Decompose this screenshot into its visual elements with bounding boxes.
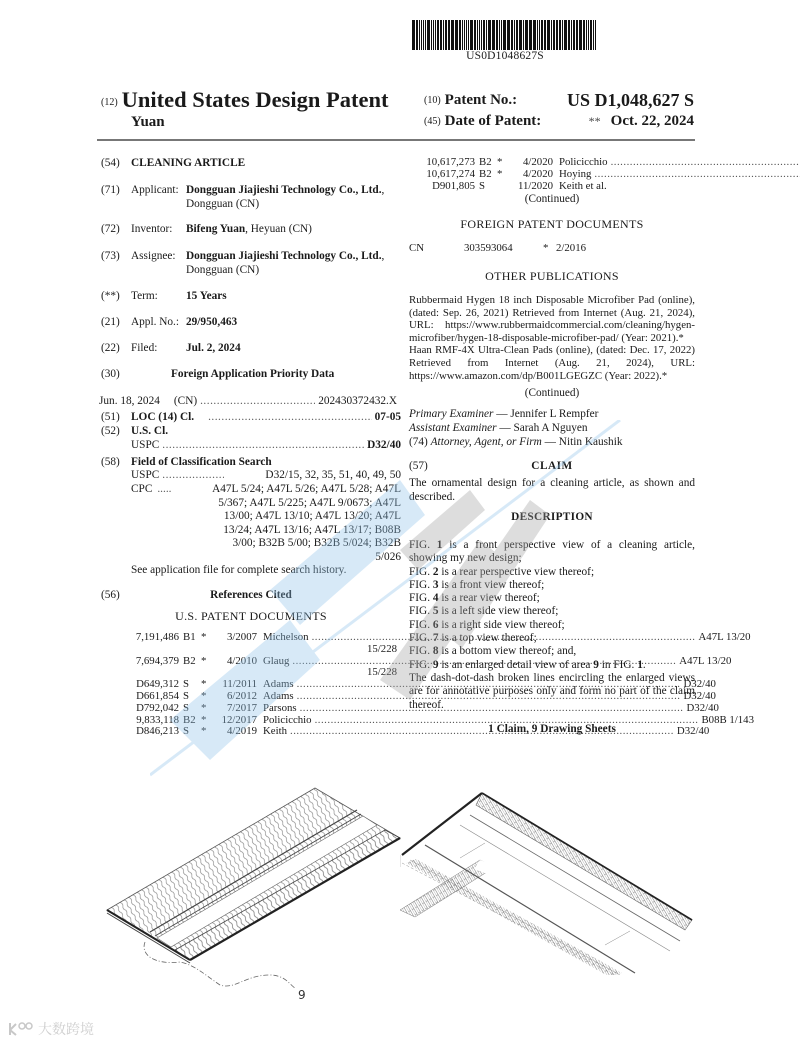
barcode-bar: [477, 20, 478, 50]
us-references-continued: [409, 157, 695, 192]
reference-number: 7,191,486: [135, 631, 179, 643]
reference-date: 7/2017: [227, 701, 257, 714]
barcode-bar: [435, 20, 436, 50]
barcode-number: US0D1048627S: [466, 50, 544, 62]
cited-by-examiner-marker: *: [201, 678, 207, 691]
reference-number: 10,617,273: [426, 156, 475, 168]
cited-by-examiner-marker: *: [201, 701, 207, 714]
reference-class: D32/40: [676, 725, 710, 738]
reference-class: D32/40: [686, 701, 719, 714]
barcode-bar: [556, 20, 558, 50]
barcode-bar: [499, 20, 500, 50]
barcode-bar: [474, 20, 476, 50]
continued-link-1[interactable]: (Continued): [524, 193, 580, 205]
barcode-bar: [481, 20, 482, 50]
barcode-bar: [419, 20, 420, 50]
barcode-bar: [455, 20, 458, 50]
description-heading: DESCRIPTION: [511, 511, 593, 523]
publication-entry: Rubbermaid Hygen 18 inch Disposable Microfiber Pad (online), (dated: Sep. 26, 2021) Retrieved from Internet (Aug. 21, 2024), URL: https://www.rubbermaidcommercial.com/cleaning/hygen-microfiber/hygen-18-disposable-microfiber-pad/ (Year: 2021).*: [409, 294, 695, 344]
watermark-logo-icon: [8, 1021, 34, 1037]
application-number: 29/950,463: [186, 316, 238, 328]
reference-date: 4/2020: [523, 167, 553, 180]
claim-heading: CLAIM: [531, 460, 573, 472]
reference-number: D846,213: [136, 725, 179, 738]
uspc-class: D32/40: [367, 439, 401, 451]
barcode-bar: [448, 20, 450, 50]
reference-number: 10,617,274: [426, 167, 475, 180]
patent-date-label: Date of Patent:: [444, 113, 542, 129]
figure-description: FIG. 7 is a top view thereof;: [409, 632, 537, 645]
barcode-bar: [479, 20, 480, 50]
reference-kind: B2: [183, 654, 196, 667]
references-claim-column: 10,617,273 B2 * 4/2020 Policicchio ..... 10,617,274 B2 * 4/2020 Hoying ..... D901,805 S 11/2020 Keith et al. (Continued) FOREIGN PATENT DOCUMENTS CN 303593064 * 2/2016 OTHER PUBLICATIONS Rubbermaid Hygen 18 inch Disposable Microfiber Pad (online), (dated: Sep. 26, 2021) Retrieved from Internet (Aug. 21, 2024), URL: https://www.rubbermaidcommercial.com/cleaning/hygen-microfiber/hygen-18-disposable-microfiber-pad/ (Year: 2021).* Haan RMF-4X Ultra-Clean Pads (online), (dated: Dec. 17, 2022) Retrieved from Internet (Aug. 21, 2024), URL: https://www.amazon.com/dp/B001LGEGZC (Year: 2022).* (Continued) Primary Examiner — Jennifer L Rempfer Assistant Examiner — Sarah A Nguyen (74) Attorney, Agent, or Firm — Nitin Kaushik (57) CLAIM The ornamental design for a cleaning article, as shown and described. DESCRIPTION FIG. 1 is a front perspective view of a cleaning article, showing my new design; FIG. 2 is a rear perspective view thereof; FIG. 3 is a front view thereof; FIG. 4 is a rear view thereof; FIG. 5 is a left side view thereof; FIG. 6 is a right side view thereof; FIG. 7 is a top view thereof; FIG. 8 is a bottom view thereof; and, FIG. 9 is an enlarged detail view of area 9 in FIG. 1. The dash-dot-dash broken lines encircling the enlarged views are for annotative purposes only and form no part of the claim thereof. 1 Claim, 9 Drawing Sheets: [409, 157, 695, 757]
barcode-bar: [564, 20, 567, 50]
broken-lines-note: The dash-dot-dash broken lines encircling the enlarged views are for annotative purposes only and form no part of the claim thereof.: [409, 672, 695, 711]
reference-inventor: Glaug: [263, 654, 290, 667]
barcode-bar: [440, 20, 442, 50]
barcode-bar: [516, 20, 518, 50]
patent-date-row: [424, 113, 694, 130]
reference-class: D32/40: [683, 689, 716, 702]
term-marker: **: [588, 114, 601, 128]
barcode-bar: [468, 20, 469, 50]
inid-code: (12): [101, 97, 118, 108]
reference-kind: S: [183, 689, 190, 702]
reference-kind: B2: [479, 167, 492, 180]
barcode-bar: [492, 20, 495, 50]
barcode-bar: [571, 20, 572, 50]
assistant-examiner: Assistant Examiner — Sarah A Nguyen: [409, 422, 588, 434]
footer-watermark: [8, 1019, 94, 1039]
cited-by-examiner-marker: *: [201, 654, 207, 667]
reference-number: 7,694,379: [135, 654, 179, 667]
reference-row: [123, 689, 716, 703]
barcode-bar: [416, 20, 418, 50]
priority-number: 202430372432.X: [318, 395, 397, 407]
term-value: 15 Years: [186, 290, 227, 302]
reference-inventor: Parsons: [263, 701, 297, 714]
foreign-patent-documents-heading: FOREIGN PATENT DOCUMENTS: [460, 217, 644, 231]
reference-date: 4/2020: [523, 156, 553, 168]
reference-date: 4/2019: [227, 725, 257, 738]
assignee-name: Dongguan Jiajieshi Technology Co., Ltd.: [186, 250, 382, 262]
reference-inventor: Policicchio: [263, 713, 312, 726]
inid-code: (10): [424, 95, 441, 106]
invention-title: CLEANING ARTICLE: [131, 157, 246, 169]
document-type: United States Design Patent: [121, 87, 389, 112]
continued-link-2[interactable]: (Continued): [524, 387, 580, 399]
barcode-bar: [421, 20, 422, 50]
barcode-bar: [523, 20, 524, 50]
reference-class: A47L 13/20: [698, 631, 751, 643]
barcode-bar: [595, 20, 596, 50]
reference-kind: B2: [183, 713, 196, 726]
priority-entry: [99, 395, 397, 409]
barcode-bar: [511, 20, 513, 50]
reference-secondary-class: 15/228: [367, 642, 397, 655]
publication-entry: Haan RMF-4X Ultra-Clean Pads (online), (dated: Dec. 17, 2022) Retrieved from Internet (Aug. 21, 2024), URL: https://www.amazon.com/dp/B001LGEGZC (Year: 2022).*: [409, 344, 695, 382]
cited-by-examiner-marker: *: [497, 156, 503, 168]
references-heading: References Cited: [210, 589, 292, 601]
reference-class: B08B 1/143: [701, 713, 754, 726]
barcode-bar: [525, 20, 528, 50]
barcode-bar: [547, 20, 550, 50]
figure-description: FIG. 5 is a left side view thereof;: [409, 605, 559, 618]
claim-heading-row: (57) CLAIM: [409, 460, 695, 474]
reference-kind: S: [183, 725, 190, 738]
barcode-bar: [437, 20, 439, 50]
figure-description: FIG. 4 is a rear view thereof;: [409, 592, 540, 605]
loc-class: 07-05: [374, 411, 401, 423]
header-divider: [97, 139, 695, 141]
reference-row: [409, 169, 695, 181]
reference-inventor: Policicchio: [559, 156, 608, 168]
barcode-bar: [427, 20, 430, 50]
loc-class-row: (51) LOC (14) Cl. ..... 07-05: [101, 411, 401, 425]
barcode-bar: [483, 20, 485, 50]
barcode-bar: [568, 20, 570, 50]
reference-kind: B1: [183, 631, 196, 643]
reference-kind: S: [183, 701, 190, 714]
figure-description: FIG. 3 is a front view thereof;: [409, 578, 545, 591]
other-publications-heading: OTHER PUBLICATIONS: [485, 269, 619, 283]
reference-date: 4/2010: [227, 654, 257, 667]
applicant-name: Dongguan Jiajieshi Technology Co., Ltd.: [186, 184, 382, 196]
barcode-bar: [579, 20, 582, 50]
figure-rear-perspective-drawing: [400, 785, 700, 975]
barcode-bar: [431, 20, 432, 50]
reference-inventor: Keith et al.: [559, 179, 607, 192]
reference-number: D661,854: [136, 689, 179, 702]
reference-inventor: Adams: [263, 689, 294, 702]
barcode-bar: [425, 20, 426, 50]
patent-date: Oct. 22, 2024: [610, 113, 694, 129]
barcode-bar: [464, 20, 465, 50]
cited-by-examiner-marker: *: [201, 689, 207, 702]
reference-inventor: Michelson: [263, 631, 309, 643]
figure-front-perspective-drawing: [95, 770, 415, 1000]
cited-by-examiner-marker: *: [201, 713, 207, 726]
barcode-bar: [533, 20, 536, 50]
barcode-bar: [573, 20, 575, 50]
barcode-bar: [462, 20, 463, 50]
reference-date: 12/2017: [221, 713, 257, 726]
reference-date: 6/2012: [227, 689, 257, 702]
barcode-bar: [593, 20, 594, 50]
reference-inventor: Hoying: [559, 167, 592, 180]
figure-9-description: FIG. 9 is an enlarged detail view of area 9 in FIG. 1.: [409, 659, 646, 671]
barcode-bar: [445, 20, 447, 50]
barcode-bar: [423, 20, 424, 50]
barcode-bar: [559, 20, 561, 50]
barcode-bar: [588, 20, 589, 50]
cited-by-examiner-marker: [497, 181, 509, 193]
barcode-bar: [529, 20, 532, 50]
reference-kind: S: [479, 179, 486, 192]
reference-kind: B2: [479, 156, 492, 168]
watermark-text: 大数跨境: [38, 1022, 94, 1038]
barcode-bar: [562, 20, 563, 50]
barcode-bar: [466, 20, 467, 50]
barcode-bar: [539, 20, 540, 50]
reference-date: 11/2020: [518, 179, 553, 192]
us-patent-documents-heading: U.S. PATENT DOCUMENTS: [175, 609, 327, 623]
other-publications: [409, 294, 695, 382]
cited-by-examiner-marker: *: [201, 725, 207, 738]
reference-number: 9,833,118: [136, 713, 179, 726]
patent-number-row: [424, 92, 694, 111]
cited-by-examiner-marker: *: [497, 167, 503, 180]
reference-date: 11/2011: [222, 678, 257, 691]
barcode-bar: [459, 20, 461, 50]
inventor-surname: Yuan: [131, 114, 165, 130]
search-uspc-row: USPC ..... D32/15, 32, 35, 51, 40, 49, 50: [131, 469, 401, 483]
patent-number: US D1,048,627 S: [566, 90, 694, 110]
reference-kind: S: [183, 678, 190, 691]
filed-date: Jul. 2, 2024: [186, 342, 241, 354]
barcode-bar: [486, 20, 487, 50]
priority-date: Jun. 18, 2024: [99, 395, 160, 407]
barcode-bar: [488, 20, 491, 50]
barcode-bar: [503, 20, 506, 50]
reference-row: [409, 181, 695, 193]
reference-secondary-class: 15/228: [367, 666, 397, 679]
barcode-bar: [470, 20, 473, 50]
reference-inventor: Keith: [263, 725, 287, 738]
barcode-bar: [544, 20, 546, 50]
priority-country: (CN): [173, 395, 198, 407]
barcode-bar: [412, 20, 415, 50]
barcode-bar: [433, 20, 434, 50]
barcode-bar: [590, 20, 592, 50]
barcode-bar: [507, 20, 510, 50]
priority-heading: Foreign Application Priority Data: [171, 368, 335, 380]
barcode-bar: [551, 20, 552, 50]
reference-date: 3/2007: [227, 631, 257, 643]
barcode-bar: [576, 20, 578, 50]
cited-by-examiner-marker: *: [201, 631, 207, 643]
barcode-bar: [443, 20, 444, 50]
reference-class: A47L 13/20: [679, 654, 732, 667]
barcode-bar: [537, 20, 538, 50]
reference-number: D792,042: [136, 701, 179, 714]
search-history-note: See application file for complete search history.: [131, 564, 347, 576]
barcode-bar: [553, 20, 555, 50]
search-cpc-block: CPC ..... A47L 5/24; A47L 5/26; A47L 5/28; A47L 5/367; A47L 5/225; A47L 9/0673; A47L 13/00; A47L 13/10; A47L 13/20; A47L 13/24; A47L 13/16; A47L 13/17; B08B 3/00; B32B 5/00; B32B 5/024; B32B 5/026: [131, 483, 401, 563]
claims-sheets-summary: 1 Claim, 9 Drawing Sheets: [488, 723, 616, 735]
figure-descriptions: [409, 539, 695, 659]
barcode-bar: [514, 20, 515, 50]
figure-description: FIG. 8 is a bottom view thereof; and,: [409, 645, 577, 658]
claim-text: The ornamental design for a cleaning article, as shown and described.: [409, 477, 695, 503]
detail-label: 9: [298, 988, 306, 1000]
barcode-bar: [586, 20, 587, 50]
inid-code: (45): [424, 116, 441, 127]
figure-description: FIG. 2 is a rear perspective view thereof;: [409, 565, 595, 578]
reference-row: [123, 701, 719, 715]
barcode-bar: [519, 20, 522, 50]
reference-class: D32/40: [683, 678, 716, 691]
reference-inventor: Adams: [263, 678, 294, 691]
barcode-bar: [541, 20, 543, 50]
bibliographic-column: (54) CLEANING ARTICLE (71) Applicant: Dongguan Jiajieshi Technology Co., Ltd., Dongguan (CN) (72) Inventor: Bifeng Yuan, Heyuan (CN) (73) Assignee: Dongguan Jiajieshi Technology Co., Ltd., Dongguan (CN) (**) Term: 15 Years (21) Appl. No.: 29/950,463 (22) Filed: Jul. 2, 2024 (30) Foreign Application Priority Data Jun. 18, 2024 (CN) ..... 202430372432.X (51) LOC (14) Cl. ..... 07-05 (52) U.S. Cl. USPC ..... D32/40 (58) Field of Classification Search USPC ..... D32/15, 32, 35, 51, 40, 49, 50 CPC ..... A47L 5/24; A47L 5/26; A47L 5/28; A47L 5/367; A47L 5/225; A47L 9/0673; A47L 13/00; A47L 13/10; A47L 13/20; A47L 13/24; A47L 13/16; A47L 13/17; B08B 3/00; B32B 5/00; B32B 5/024; B32B 5/026 See application file for complete search history. (56) References Cited U.S. PATENT DOCUMENTS 7,191,486 B1 * 3/2007 Michelson ..... A47L 13/20 15/228 7,694,379 B2 * 4/2010 Glaug ..... A47L 13/20 15/228 D649,312 S * 11/2011 Adams ..... D32/40 D661,854 S * 6/2012 Adams ..... D32/40 D792,042 S * 7/2017 Parsons ..... D32/40 9,833,118 B2 * 12/2017 Policicchio ..... B08B 1/143 D846,213 S * 4/2019 Keith ..... D32/40: [101, 157, 401, 757]
barcode: [412, 20, 598, 50]
document-type-title: [101, 87, 389, 113]
barcode-bar: [583, 20, 585, 50]
primary-examiner: Primary Examiner — Jennifer L Rempfer: [409, 408, 599, 420]
reference-number: D649,312: [136, 678, 179, 691]
barcode-bar: [451, 20, 454, 50]
figure-description: FIG. 1 is a front perspective view of a cleaning article, showing my new design;: [409, 539, 695, 565]
reference-number: D901,805: [432, 179, 475, 192]
attorney: (74) Attorney, Agent, or Firm — Nitin Kaushik: [409, 436, 623, 448]
inventor-name: Bifeng Yuan: [186, 223, 246, 235]
patent-number-label: Patent No.:: [444, 92, 518, 108]
figure-description: FIG. 6 is a right side view thereof;: [409, 618, 565, 631]
barcode-bar: [496, 20, 498, 50]
uspc-row: USPC ..... D32/40: [131, 439, 401, 453]
barcode-bar: [501, 20, 502, 50]
